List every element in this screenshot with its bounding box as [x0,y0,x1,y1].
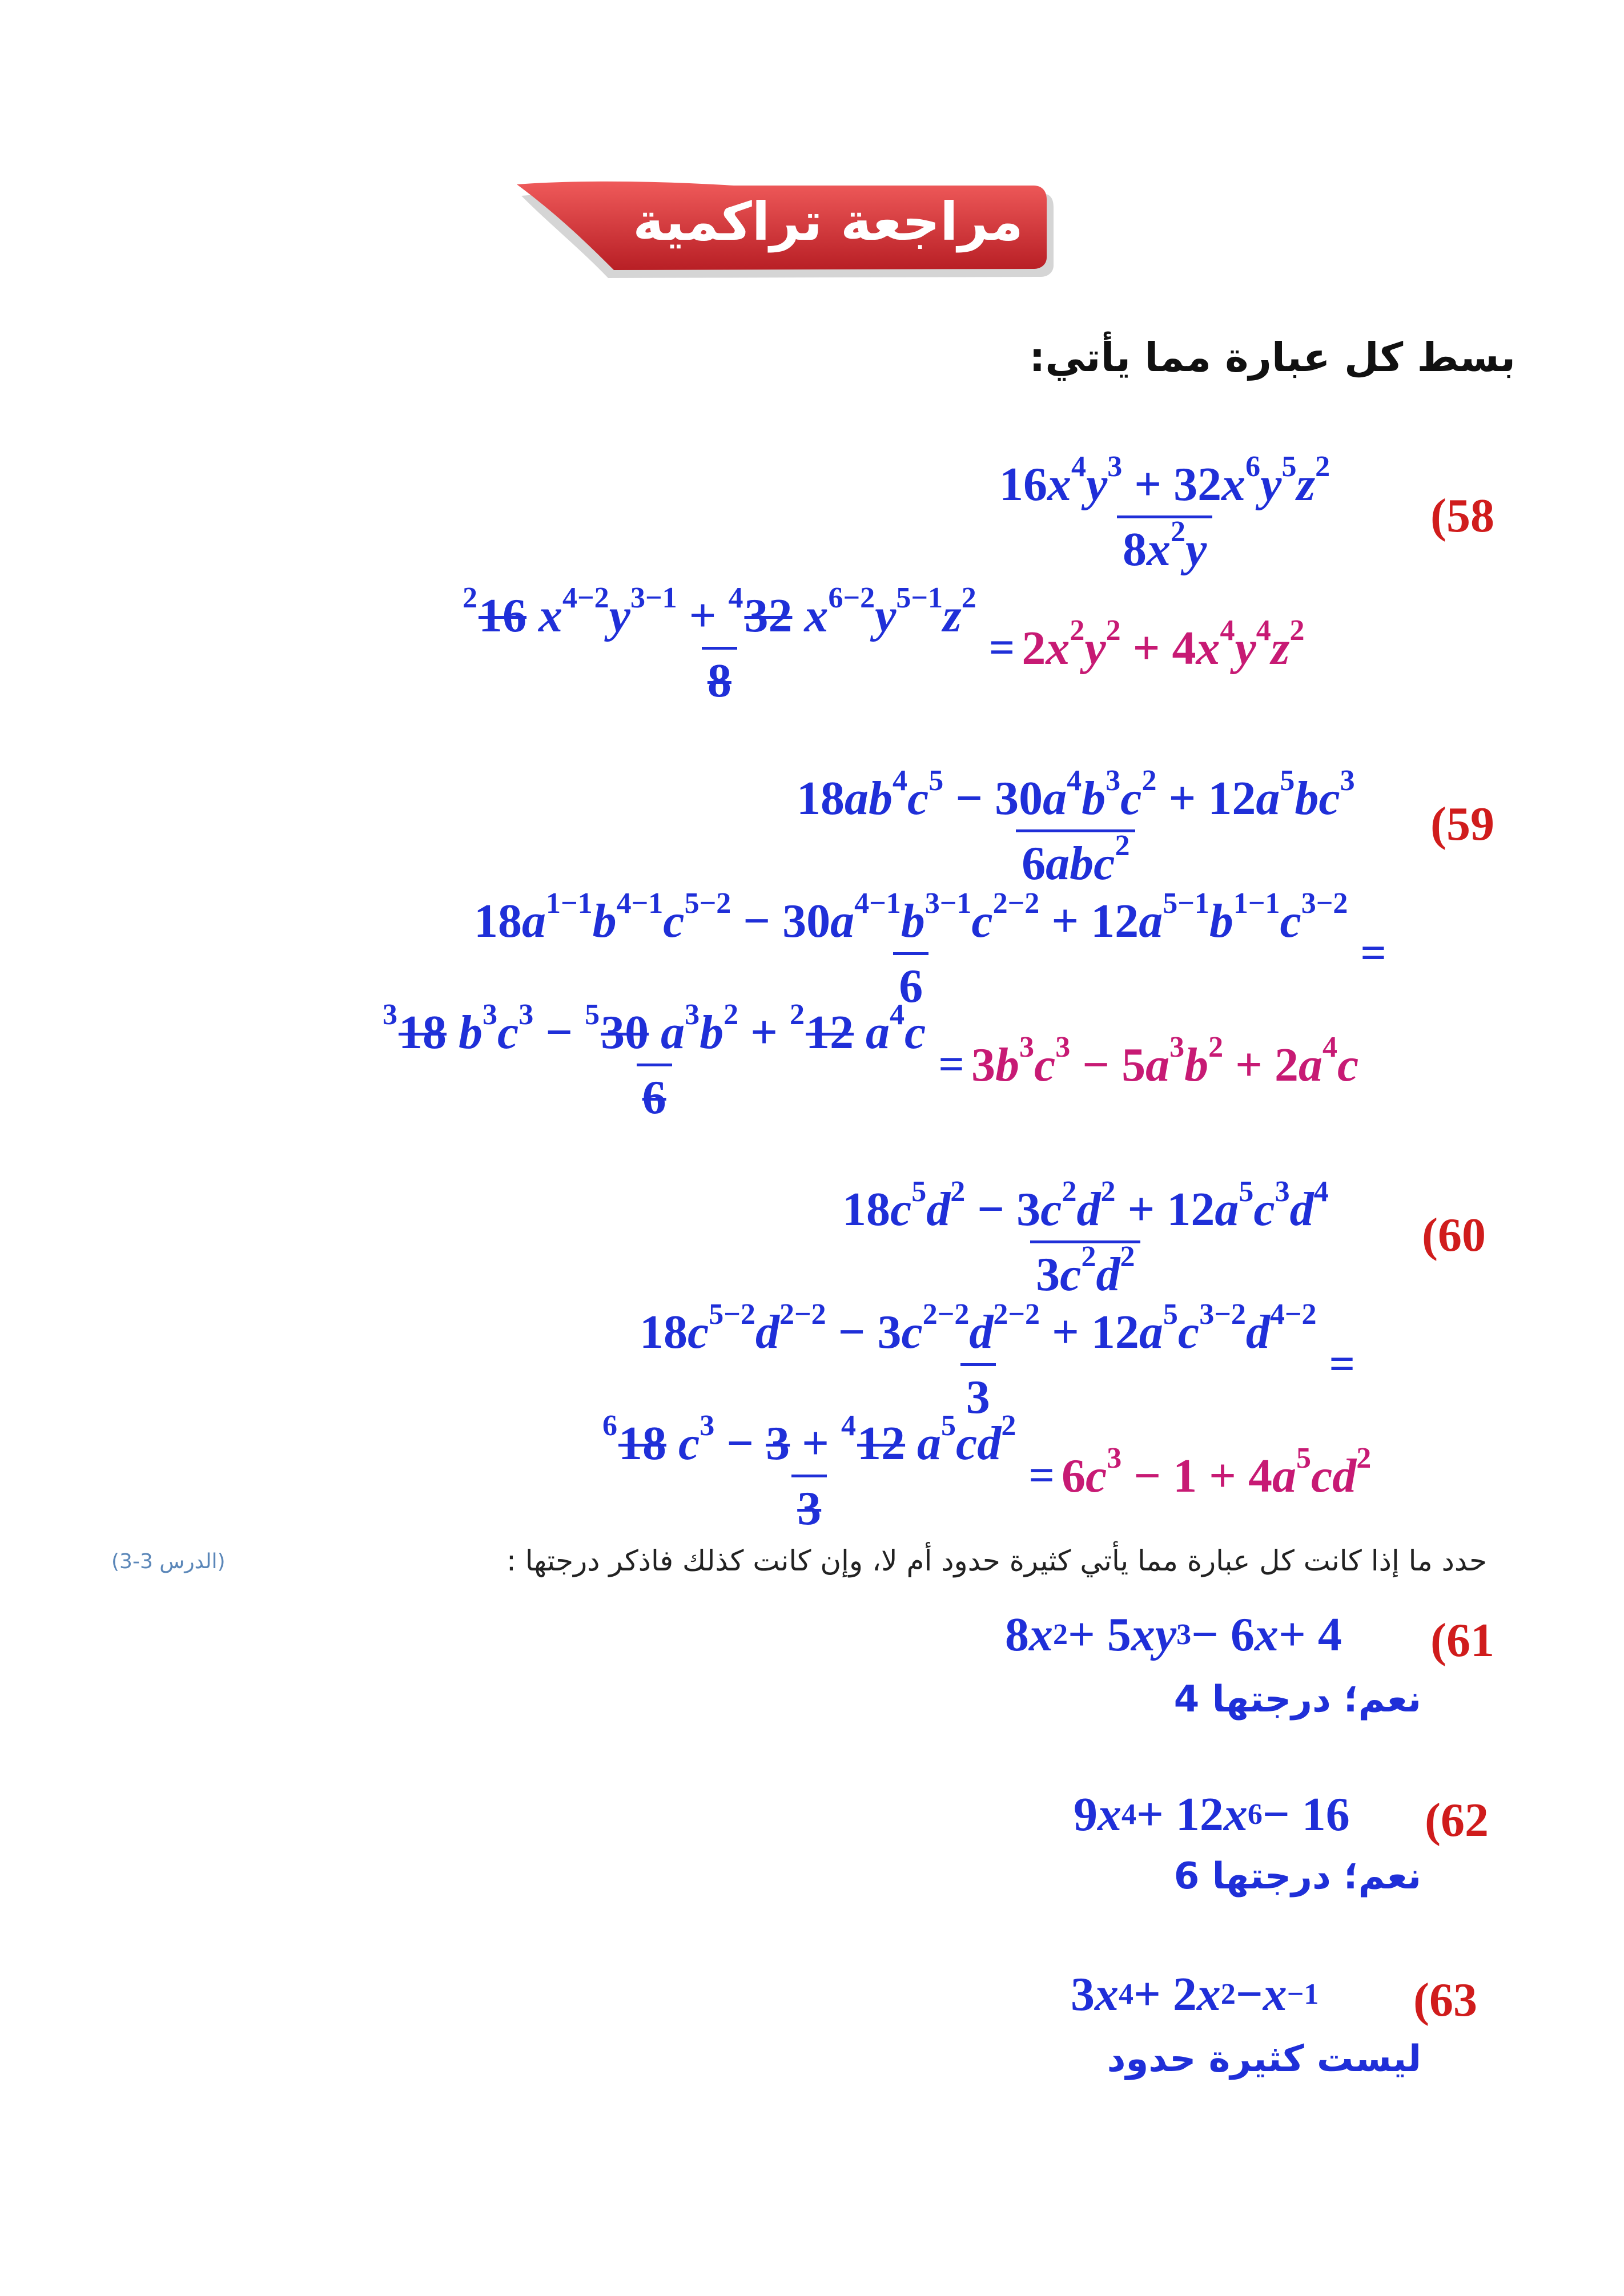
p61-expression: 8 x 2 + 5 xy 3 − 6 x + 4 [1005,1608,1342,1661]
problem-number-62: (62 [1425,1794,1489,1847]
polynomial-instruction: حدد ما إذا كانت كل عبارة مما يأتي كثيرة حدود أم لا، وإن كانت كذلك فاذكر درجتها : [507,1544,1487,1577]
p59-step-1: $\frac{18a^{1-1}b^{4-1}c^{5-2} - 30a^{4-1}b^{3-1}c^{2-2} + 12a^{5-1}b^{1-1}c^{3-2}}{6}$ = [474,887,1386,1013]
section-title: مراجعة تراكمية [633,191,1023,252]
p61-answer: نعم؛ درجتها 4 [1173,1678,1421,1721]
problem-number-60: (60 [1422,1209,1486,1262]
p60-step-1: $\frac{18c^{5-2}d^{2-2} - 3c^{2-2}d^{2-2} + 12a^5c^{3-2}d^{4-2}}{3}$ = [640,1298,1356,1424]
p58-expression: $\frac{16x^4y^3 + 32x^6y^5z^2}{8x^2y}$ [999,450,1330,576]
p58-answer: $2x^2y^2 + 4x^4y^4z^2$ [1022,614,1305,675]
problem-number-58: (58 [1430,489,1494,542]
p59-step-2: $\frac{^318 b^3c^3 - ^530 a^3b^2 + ^212 a^4c}{6}$ = $3b^3c^3 - 5a^3b^2 + 2a^4c$ [383,998,1359,1124]
p60-expression: $\frac{18c^5d^2 - 3c^2d^2 + 12a^5c^3d^4}{3c^2d^2}$ [842,1175,1329,1301]
simplify-instruction: بسط كل عبارة مما يأتي: [1029,334,1516,381]
p62-expression: 9 x 4 + 12 x 6 − 16 [1074,1788,1350,1841]
p63-answer: ليست كثيرة حدود [1107,2038,1421,2080]
p59-expression: $\frac{18ab^4c^5 - 30a^4b^3c^2 + 12a^5bc^3}{6abc^2}$ [797,764,1355,890]
problem-number-61: (61 [1430,1614,1494,1667]
problem-number-63: (63 [1413,1973,1477,2027]
p60-step-2: $\frac{^618 c^3 - 3 + ^412 a^5cd^2}{3}$ = $6c^3 - 1 + 4a^5cd^2$ [602,1409,1372,1535]
lesson-reference: (الدرس 3-3) [111,1550,226,1573]
p62-answer: نعم؛ درجتها 6 [1173,1855,1421,1898]
p59-answer: $3b^3c^3 - 5a^3b^2 + 2a^4c$ [971,1031,1359,1091]
problem-number-59: (59 [1430,797,1494,851]
p60-answer: $6c^3 - 1 + 4a^5cd^2$ [1061,1442,1372,1503]
p58-step: $\frac{^216 x^{4-2}y^{3-1} + ^432 x^{6-2}y^{5-1}z^2}{8}$ = $2x^2y^2 + 4x^4y^4z^2$ [463,582,1305,707]
p63-expression: 3 x 4 + 2 x 2 − x −1 [1071,1968,1319,2021]
